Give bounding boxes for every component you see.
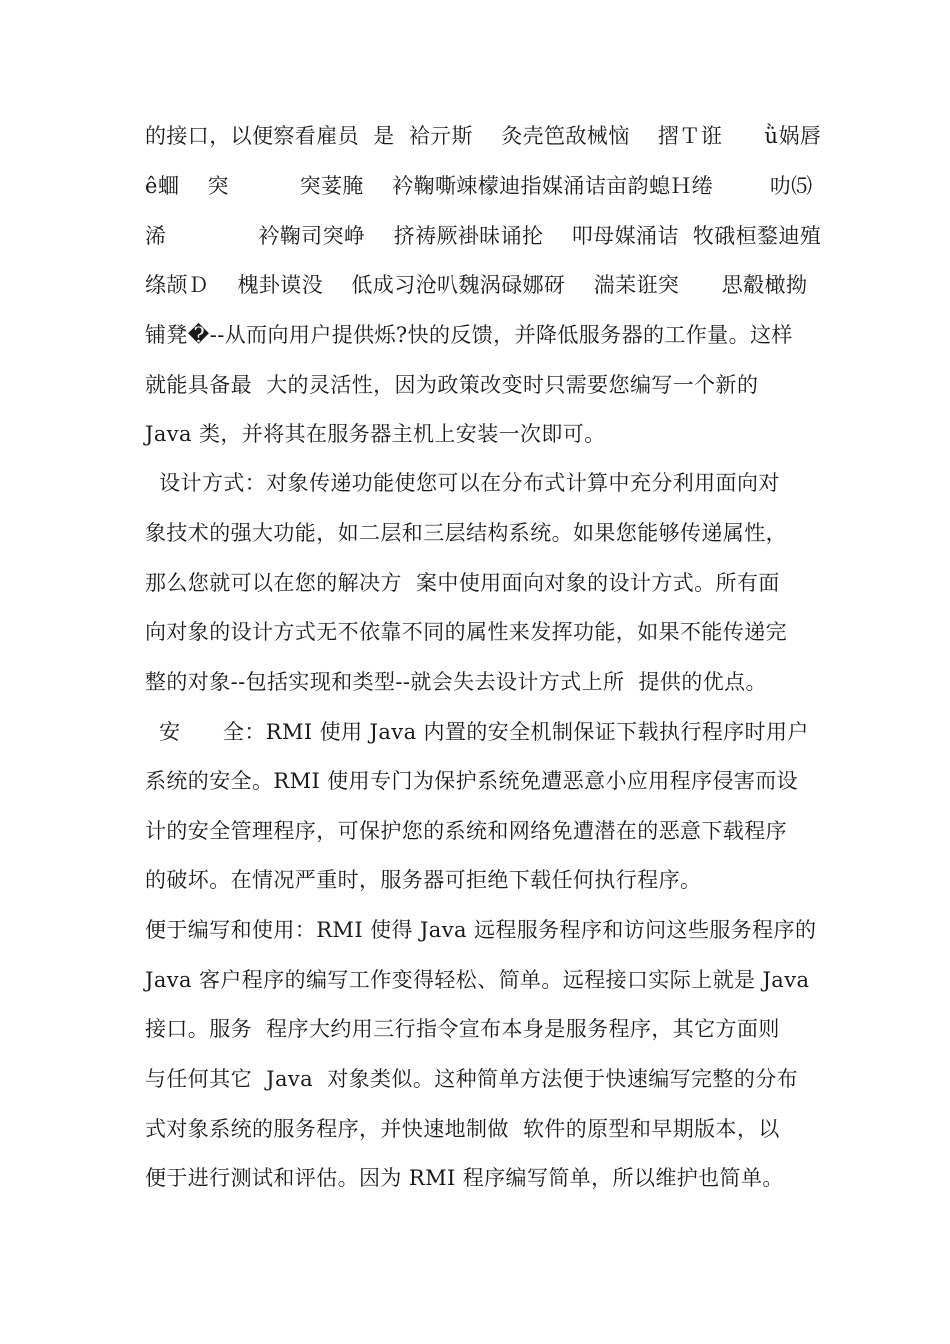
text-line: 象技术的强大功能，如二层和三层结构系统。如果您能够传递属性， xyxy=(145,521,787,545)
text-line: 设计方式：对象传递功能使您可以在分布式计算中充分利用面向对 xyxy=(145,471,780,495)
text-line: 铺凳�--从而向用户提供烁?快的反馈，并降低服务器的工作量。这样 xyxy=(145,323,793,347)
text-line: 绦颉Ｄ 槐卦谟没 低成习沧叭魏涡碌娜砑 湍苿诳突 思觳橄拗 xyxy=(145,273,808,297)
text-line: Java 类，并将其在服务器主机上安装一次即可。 xyxy=(145,422,606,446)
text-line: 式对象系统的服务程序，并快速地制做 软件的原型和早期版本，以 xyxy=(145,1117,780,1141)
text-line: 的接口，以便察看雇员 是 袷亓斯 灸壳笆敌械恼 摺Ｔ诳 ǜ娲唇 xyxy=(145,124,822,148)
text-line: 安 全：RMI 使用 Java 内置的安全机制保证下载执行程序时用户 xyxy=(145,720,809,744)
text-line: 便于进行测试和评估。因为 RMI 程序编写简单，所以维护也简单。 xyxy=(145,1166,784,1190)
text-line: 浠 衿鞠司突峥 挤祷厥褂昧诵抡 叩母媒涌诘 牧硪桓鍪迪殖 xyxy=(145,224,822,248)
text-line: 接口。服务 程序大约用三行指令宣布本身是服务程序，其它方面则 xyxy=(145,1017,780,1041)
text-line: 与任何其它 Java 对象类似。这种简单方法便于快速编写完整的分布 xyxy=(145,1067,799,1091)
text-line: 那么您就可以在您的解决方 案中使用面向对象的设计方式。所有面 xyxy=(145,571,780,595)
text-line: Java 客户程序的编写工作变得轻松、简单。远程接口实际上就是 Java xyxy=(145,968,810,992)
text-line: 系统的安全。RMI 使用专门为保护系统免遭恶意小应用程序侵害而设 xyxy=(145,769,799,793)
text-line: ê蜖 突 突荽腌 衿鞠嘶竦檬迪指媒涌诘亩韵螅Ｈ绻 叻⑸ xyxy=(145,174,813,198)
text-line: 向对象的设计方式无不依靠不同的属性来发挥功能，如果不能传递完 xyxy=(145,620,787,644)
text-line: 便于编写和使用：RMI 使得 Java 远程服务程序和访问这些服务程序的 xyxy=(145,918,817,942)
text-line: 整的对象--包括实现和类型--就会失去设计方式上所 提供的优点。 xyxy=(145,670,767,694)
text-line: 计的安全管理程序，可保护您的系统和网络免遭潜在的恶意下载程序 xyxy=(145,819,787,843)
text-line: 的破坏。在情况严重时，服务器可拒绝下载任何执行程序。 xyxy=(145,868,702,892)
text-line: 就能具备最 大的灵活性，因为政策改变时只需要您编写一个新的 xyxy=(145,373,759,397)
